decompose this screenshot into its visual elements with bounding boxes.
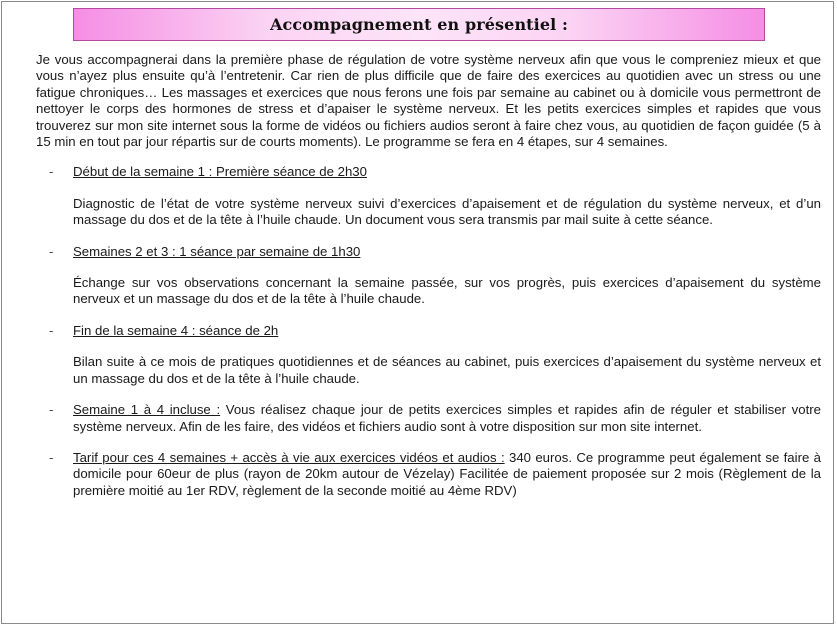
list-item	[36, 244, 821, 308]
document-page	[1, 1, 834, 624]
intro-paragraph: Je vous accompagnerai dans la première phase de régulation de votre système nerveux afin que vous le compreniez mieux et que vous n’ayez plus ensuite qu’à l’entretenir. Car rien de plus difficile que de faire des exercices au quotidien avec un stress ou une fatigue chroniques… Les massages et exercices que nous ferons une fois par semaine au cabinet ou à domicile vous permettront de nettoyer le corps des hormones de stress et d’apaiser le système nerveux. Et les petits exercices simples et rapides que vous trouverez sur mon site internet sous la forme de vidéos ou fichiers audios seront à faire chez vous, au quotidien de façon guidée (5 à 15 min en tout par jour répartis sur de courts moments). Le programme se fera en 4 étapes, sur 4 semaines.	[36, 52, 821, 150]
content-body	[36, 52, 821, 514]
pricing-paragraph	[73, 450, 821, 499]
daily-practice-text: Vous réalisez chaque jour de petits exercices simples et rapides afin de réguler et stabiliser votre système nerveux. Afin de les faire, des vidéos et fichiers audio sont à votre disposition sur mon site internet.	[73, 402, 821, 434]
bullet-dash-icon: -	[49, 402, 54, 418]
step-description: Échange sur vos observations concernant la semaine passée, sur vos progrès, puis exercices d’apaisement du système nerveux et un massage du dos et de la tête à l’huile chaude.	[73, 275, 821, 307]
pricing-heading: Tarif pour ces 4 semaines + accès à vie aux exercices vidéos et audios :	[73, 449, 505, 465]
title-banner	[73, 8, 765, 41]
bullet-dash-icon: -	[49, 243, 54, 259]
bullet-dash-icon: -	[49, 164, 54, 180]
bullet-dash-icon: -	[49, 449, 54, 465]
daily-practice-paragraph	[73, 402, 821, 435]
list-item	[36, 402, 821, 435]
list-item	[36, 450, 821, 499]
step-heading: Début de la semaine 1 : Première séance de 2h30	[73, 164, 367, 180]
step-heading: Fin de la semaine 4 : séance de 2h	[73, 322, 279, 338]
step-heading: Semaines 2 et 3 : 1 séance par semaine de 1h30	[73, 243, 361, 259]
pricing-text: 340 euros. Ce programme peut également se faire à domicile pour 60eur de plus (rayon de 20km autour de Vézelay) Facilitée de paiement proposée sur 2 mois (Règlement de la première moitié au 1er RDV, règlement de la seconde moitié au 4ème RDV)	[73, 449, 821, 498]
step-description: Diagnostic de l’état de votre système nerveux suivi d’exercices d’apaisement et de régulation du système nerveux, et d’un massage du dos et de la tête à l’huile chaude. Un document vous sera transmis par mail suite à cette séance.	[73, 195, 821, 228]
daily-practice-heading: Semaine 1 à 4 incluse :	[73, 402, 221, 418]
program-steps-list	[36, 164, 821, 499]
list-item	[36, 164, 821, 228]
page-title: Accompagnement en présentiel :	[270, 15, 568, 34]
step-description: Bilan suite à ce mois de pratiques quotidiennes et de séances au cabinet, puis exercices d’apaisement du système nerveux et un massage du dos et de la tête à l’huile chaude.	[73, 354, 821, 386]
bullet-dash-icon: -	[49, 322, 54, 338]
list-item	[36, 323, 821, 387]
